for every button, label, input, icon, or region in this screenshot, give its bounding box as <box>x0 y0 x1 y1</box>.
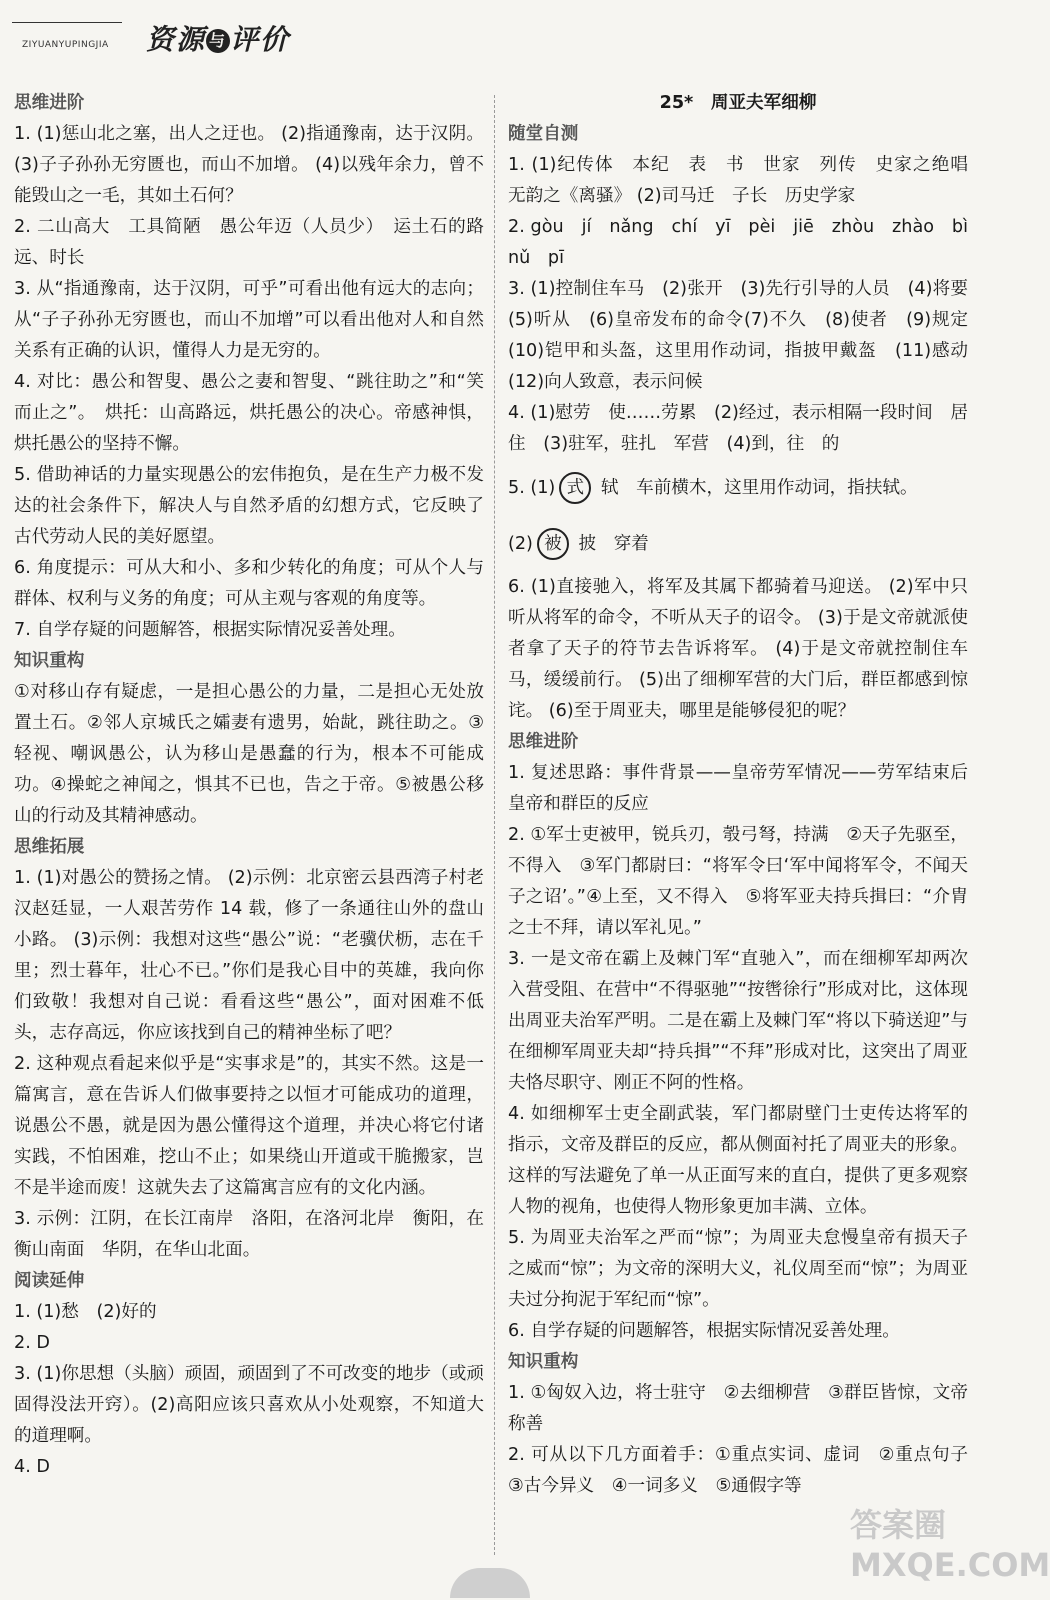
answer-paragraph: 3. 示例：江阴，在长江南岸 洛阳，在洛河北岸 衡阳，在衡山南面 华阴，在华山北面。 <box>14 1209 484 1260</box>
column-divider <box>494 95 495 1555</box>
answer-paragraph: 4. (1)慰劳 使……劳累 (2)经过，表示相隔一段时间 居住 (3)驻军，驻扎 军营 (4)到，往 的 <box>508 403 968 454</box>
answer-paragraph: 2. gòu jí nǎng chí yī pèi jiē zhòu zhào bì nǔ pī <box>508 217 986 268</box>
header-title-part2: 评价 <box>230 23 291 56</box>
answer-paragraph <box>508 460 968 516</box>
answer-paragraph: 7. 自学存疑的问题解答，根据实际情况妥善处理。 <box>14 620 406 640</box>
answer-text: 披 穿着 <box>578 534 649 554</box>
answer-paragraph: 1. (1)纪传体 本纪 表 书 世家 列传 史家之绝唱 无韵之《离骚》 (2)司马迁 子长 历史学家 <box>508 155 986 206</box>
circled-character: 式 <box>559 472 591 504</box>
section-title: 知识重构 <box>508 1352 579 1372</box>
header-title-connector: 与 <box>206 29 230 53</box>
section-title: 思维拓展 <box>14 837 85 857</box>
header-pinyin: ZIYUANYUPINGJIA <box>22 40 109 50</box>
answer-paragraph: 5. 借助神话的力量实现愚公的宏伟抱负，是在生产力极不发达的社会条件下，解决人与自然矛盾的幻想方式，它反映了古代劳动人民的美好愿望。 <box>14 465 484 547</box>
answer-paragraph: 3. (1)控制住车马 (2)张开 (3)先行引导的人员 (4)将要 (5)听从 (6)皇帝发布的命令(7)不久 (8)使者 (9)规定 (10)铠甲和头盔，这里用作动词，指披甲戴盔 (11)感动 (12)向人致意，表示问候 <box>508 279 986 392</box>
answer-paragraph: 4. 如细柳军士吏全副武装，军门都尉壁门士吏传达将军的指示，文帝及群臣的反应，都从侧面衬托了周亚夫的形象。这样的写法避免了单一从正面写来的直白，提供了更多观察人物的视角，也使得人物形象更加丰满、立体。 <box>508 1104 968 1217</box>
answer-paragraph: 4. D <box>14 1457 50 1477</box>
section-title: 随堂自测 <box>508 124 579 144</box>
answer-paragraph: 2. D <box>14 1333 50 1353</box>
answer-paragraph: 2. 可从以下几方面着手：①重点实词、虚词 ②重点句子 ③古今异义 ④一词多义 ⑤通假字等 <box>508 1445 986 1496</box>
answer-paragraph: 5. 为周亚夫治军之严而“惊”；为周亚夫怠慢皇帝有损天子之威而“惊”；为文帝的深明大义，礼仪周至而“惊”；为周亚夫过分拘泥于军纪而“惊”。 <box>508 1228 968 1310</box>
page-header <box>12 14 302 58</box>
answer-paragraph: 6. 角度提示：可从大和小、多和少转化的角度；可从个人与群体、权利与义务的角度；可从主观与客观的角度等。 <box>14 558 484 609</box>
left-column <box>14 88 484 1570</box>
answer-paragraph: 1. 复述思路：事件背景——皇帝劳军情况——劳军结束后皇帝和群臣的反应 <box>508 763 968 814</box>
answer-paragraph: 1. (1)愁 (2)好的 <box>14 1302 157 1322</box>
answer-paragraph: 2. 这种观点看起来似乎是“实事求是”的，其实不然。这是一篇寓言，意在告诉人们做事要持之以恒才可能成功的道理，说愚公不愚，就是因为愚公懂得这个道理，并决心将它付诸实践，不怕困难，挖山不止；如果绕山开道或干脆搬家，岂不是半途而废！这就失去了这篇寓言应有的文化内涵。 <box>14 1054 484 1198</box>
answer-paragraph: 2. ①军士吏被甲，锐兵刃，彀弓弩，持满 ②天子先驱至，不得入 ③军门都尉曰：“将军令曰‘军中闻将军令，不闻天子之诏’。”④上至，又不得入 ⑤将军亚夫持兵揖曰：“介胄之士不拜，请以军礼见。” <box>508 825 968 938</box>
answer-paragraph: 3. 从“指通豫南，达于汉阴，可乎”可看出他有远大的志向；从“子子孙孙无穷匮也，而山不加增”可以看出他对人和自然关系有正确的认识，懂得人力是无穷的。 <box>14 279 484 361</box>
answer-paragraph: 4. 对比：愚公和智叟、愚公之妻和智叟、“跳往助之”和“笑而止之”。 烘托：山高路远，烘托愚公的决心。帝感神惧，烘托愚公的坚持不懈。 <box>14 372 484 454</box>
answer-paragraph: 3. 一是文帝在霸上及棘门军“直驰入”，而在细柳军却两次入营受阻、在营中“不得驱驰”“按辔徐行”形成对比，这体现出周亚夫治军严明。二是在霸上及棘门军“将以下骑送迎”与在细柳军周亚夫却“持兵揖”“不拜”形成对比，这突出了周亚夫恪尽职守、刚正不阿的性格。 <box>508 949 968 1093</box>
header-arrow-line <box>12 22 122 39</box>
section-title: 知识重构 <box>14 651 85 671</box>
header-title <box>146 18 290 58</box>
answer-text: 轼 车前横木，这里用作动词，指扶轼。 <box>600 478 918 498</box>
answer-paragraph: 1. (1)惩山北之塞，出人之迂也。 (2)指通豫南，达于汉阴。 (3)子子孙孙无穷匮也，而山不加增。 (4)以残年余力，曾不能毁山之一毛，其如土石何？ <box>14 124 484 206</box>
answer-paragraph: 6. 自学存疑的问题解答，根据实际情况妥善处理。 <box>508 1321 900 1341</box>
answer-paragraph: 3. (1)你思想（头脑）顽固，顽固到了不可改变的地步（或顽固得没法开窍）。(2)高阳应该只喜欢从小处观察，不知道大的道理啊。 <box>14 1364 484 1446</box>
chapter-title: 25* 周亚夫军细柳 <box>659 93 817 113</box>
section-title: 思维进阶 <box>14 93 85 113</box>
answer-paragraph: 2. 二山高大 工具简陋 愚公年迈（人员少） 运土石的路远、时长 <box>14 217 484 268</box>
section-title: 阅读延伸 <box>14 1271 85 1291</box>
answer-paragraph: ①对移山存有疑虑，一是担心愚公的力量，二是担心无处放置土石。②邻人京城氏之孀妻有遗男，始龀，跳往助之。③轻视、嘲讽愚公，认为移山是愚蠢的行为，根本不可能成功。④操蛇之神闻之，惧其不已也，告之于帝。⑤被愚公移山的行动及其精神感动。 <box>14 682 484 826</box>
circled-character: 被 <box>537 528 569 560</box>
answer-paragraph <box>508 516 968 572</box>
answer-prefix: 5. (1) <box>508 478 556 498</box>
answer-prefix: (2) <box>508 534 533 554</box>
answer-paragraph: 6. (1)直接驰入，将军及其属下都骑着马迎送。 (2)军中只听从将军的命令，不听从天子的诏令。 (3)于是文帝就派使者拿了天子的符节去告诉将军。 (4)于是文帝就控制住车马，缓缓前行。 (5)出了细柳军营的大门后，群臣都感到惊诧。 (6)至于周亚夫，哪里是能够侵犯的呢？ <box>508 577 968 721</box>
section-title: 思维进阶 <box>508 732 579 752</box>
answer-paragraph: 1. (1)对愚公的赞扬之情。 (2)示例：北京密云县西湾子村老汉赵廷显，一人艰苦劳作 14 载，修了一条通往山外的盘山小路。 (3)示例：我想对这些“愚公”说：“老骥伏枥，志在千里；烈士暮年，壮心不已。”你们是我心目中的英雄，我向你们致敬！我想对自己说：看看这些“愚公”，面对困难不低头，志存高远，你应该找到自己的精神坐标了吧？ <box>14 868 484 1043</box>
page-number-tab <box>450 1568 530 1598</box>
answer-paragraph: 1. ①匈奴入边，将士驻守 ②去细柳营 ③群臣皆惊，文帝称善 <box>508 1383 968 1434</box>
header-title-part1: 资源 <box>146 23 207 56</box>
watermark: 答案圈 MXQE.COM <box>850 1506 1050 1584</box>
